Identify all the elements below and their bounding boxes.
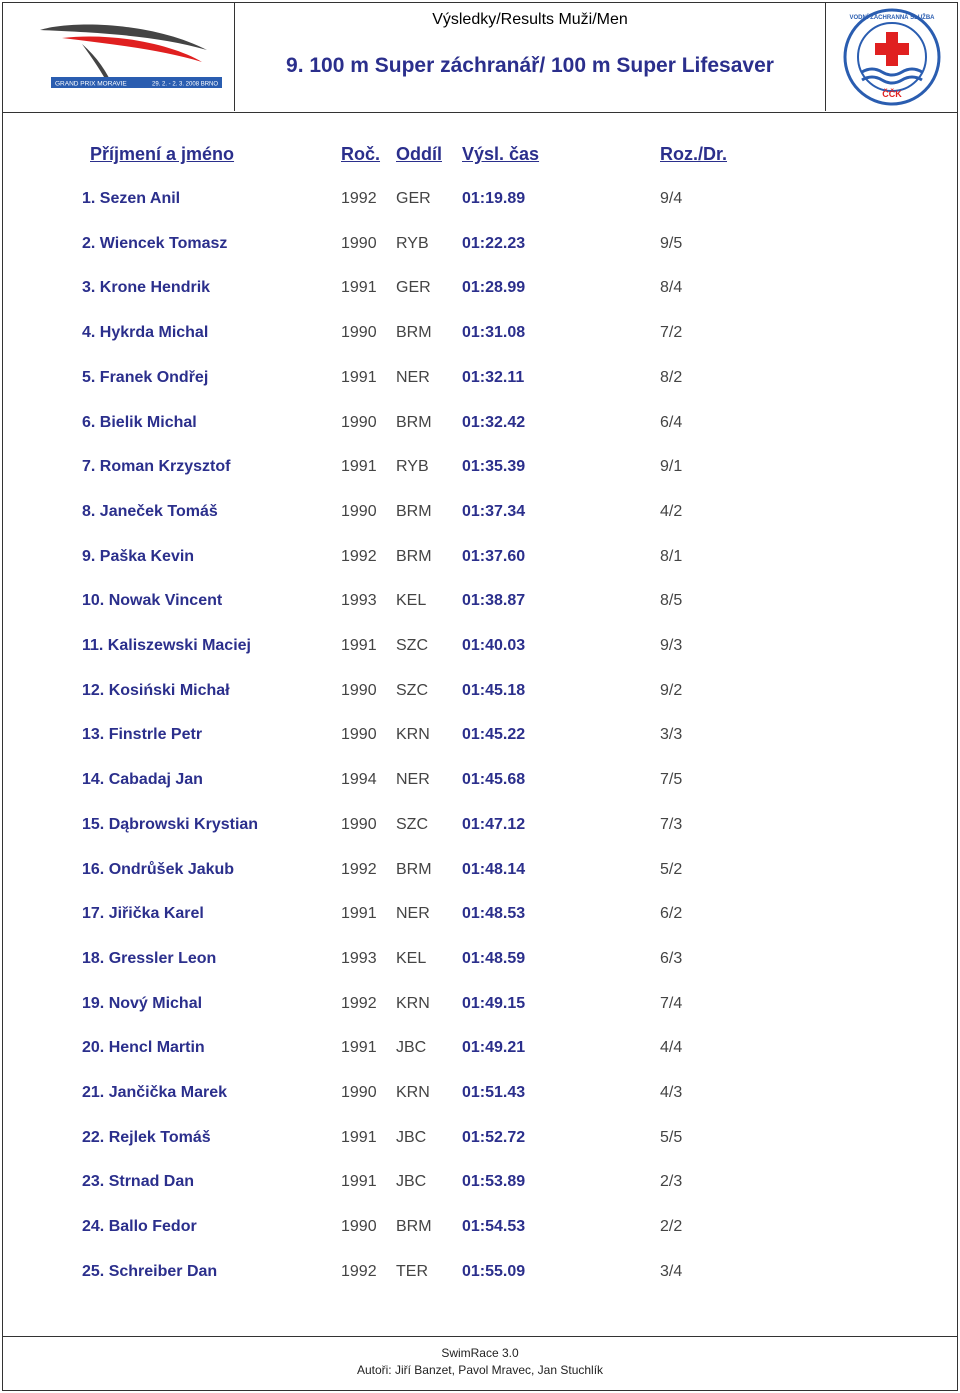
result-heat: 6/3 bbox=[660, 949, 683, 967]
result-heat: 4/4 bbox=[660, 1039, 683, 1057]
footer bbox=[2, 1336, 958, 1391]
table-row bbox=[0, 771, 956, 795]
result-heat: 2/3 bbox=[660, 1173, 683, 1191]
result-time: 01:37.34 bbox=[462, 502, 526, 520]
result-time: 01:51.43 bbox=[462, 1084, 526, 1101]
result-year: 1991 bbox=[341, 458, 377, 476]
result-time: 01:45.22 bbox=[462, 726, 526, 744]
result-time: 01:48.59 bbox=[462, 949, 526, 967]
result-club: JBC bbox=[396, 1128, 427, 1146]
grand-prix-logo bbox=[2, 2, 235, 111]
result-name: 1. Sezen Anil bbox=[82, 190, 181, 207]
result-club: BRM bbox=[396, 413, 432, 431]
header bbox=[2, 2, 958, 113]
table-row bbox=[0, 1039, 956, 1063]
result-year: 1992 bbox=[341, 860, 377, 878]
result-heat: 9/4 bbox=[660, 190, 683, 207]
result-heat: 4/2 bbox=[660, 502, 683, 520]
result-club: BRM bbox=[396, 860, 432, 878]
result-time: 01:22.23 bbox=[462, 234, 526, 252]
result-name: 8. Janeček Tomáš bbox=[82, 502, 218, 520]
result-heat: 9/1 bbox=[660, 458, 683, 476]
water-rescue-logo bbox=[826, 2, 956, 111]
result-time: 01:49.21 bbox=[462, 1039, 526, 1057]
table-row bbox=[0, 637, 956, 661]
result-club: TER bbox=[396, 1262, 428, 1280]
result-heat: 8/2 bbox=[660, 368, 683, 386]
result-club: SZC bbox=[396, 681, 428, 699]
table-row bbox=[0, 861, 956, 885]
result-heat: 5/5 bbox=[660, 1128, 683, 1146]
result-club: BRM bbox=[396, 324, 432, 342]
result-name: 20. Hencl Martin bbox=[82, 1039, 205, 1057]
result-heat: 6/4 bbox=[660, 413, 683, 431]
result-time: 01:45.68 bbox=[462, 771, 526, 789]
event-title: 9. 100 m Super záchranář/ 100 m Super Lifesaver bbox=[286, 54, 774, 77]
result-name: 4. Hykrda Michal bbox=[82, 324, 209, 342]
result-name: 22. Rejlek Tomáš bbox=[82, 1128, 211, 1146]
result-heat: 4/3 bbox=[660, 1084, 683, 1101]
result-year: 1990 bbox=[341, 234, 377, 252]
result-time: 01:54.53 bbox=[462, 1218, 526, 1236]
column-header-year: Roč. bbox=[341, 144, 381, 164]
result-year: 1992 bbox=[341, 547, 377, 565]
result-heat: 7/3 bbox=[660, 815, 683, 833]
result-name: 6. Bielik Michal bbox=[82, 413, 197, 431]
result-club: KRN bbox=[396, 1084, 430, 1101]
result-club: BRM bbox=[396, 502, 432, 520]
result-time: 01:48.53 bbox=[462, 905, 526, 923]
result-heat: 7/5 bbox=[660, 771, 683, 789]
result-time: 01:28.99 bbox=[462, 279, 526, 297]
result-time: 01:53.89 bbox=[462, 1173, 526, 1191]
table-row bbox=[0, 369, 956, 393]
result-time: 01:38.87 bbox=[462, 592, 526, 610]
table-row bbox=[0, 682, 956, 706]
footer-software: SwimRace 3.0 bbox=[441, 1346, 519, 1360]
result-year: 1990 bbox=[341, 815, 377, 833]
result-year: 1990 bbox=[341, 413, 377, 431]
table-row bbox=[0, 1263, 956, 1287]
result-name: 10. Nowak Vincent bbox=[82, 592, 223, 610]
logo-text: GRAND PRIX MORAVIE bbox=[55, 80, 127, 88]
table-row bbox=[0, 503, 956, 527]
column-header-time: Výsl. čas bbox=[462, 144, 540, 164]
result-time: 01:47.12 bbox=[462, 815, 526, 833]
result-time: 01:52.72 bbox=[462, 1128, 526, 1146]
result-name: 14. Cabadaj Jan bbox=[82, 771, 203, 789]
result-year: 1992 bbox=[341, 1262, 377, 1280]
result-club: KEL bbox=[396, 949, 427, 967]
table-row bbox=[0, 1218, 956, 1242]
result-heat: 3/4 bbox=[660, 1262, 683, 1280]
result-time: 01:31.08 bbox=[462, 324, 526, 342]
result-name: 19. Nový Michal bbox=[82, 994, 203, 1012]
result-club: JBC bbox=[396, 1039, 427, 1057]
result-club: SZC bbox=[396, 815, 428, 833]
result-time: 01:19.89 bbox=[462, 190, 526, 207]
table-row bbox=[0, 726, 956, 750]
table-row bbox=[0, 324, 956, 348]
result-year: 1990 bbox=[341, 1218, 377, 1236]
result-heat: 8/5 bbox=[660, 592, 683, 610]
result-name: 5. Franek Ondřej bbox=[82, 368, 209, 386]
logo-dates: 29. 2. - 2. 3. 2008 BRNO bbox=[152, 81, 219, 88]
result-year: 1990 bbox=[341, 324, 377, 342]
result-club: GER bbox=[396, 279, 431, 297]
result-year: 1991 bbox=[341, 637, 377, 654]
result-year: 1993 bbox=[341, 949, 377, 967]
table-row bbox=[0, 592, 956, 616]
result-heat: 9/2 bbox=[660, 681, 683, 699]
results-subtitle: Výsledky/Results Muži/Men bbox=[432, 11, 628, 28]
title-box bbox=[235, 2, 826, 111]
table-row bbox=[0, 279, 956, 303]
result-time: 01:45.18 bbox=[462, 681, 526, 699]
result-year: 1992 bbox=[341, 190, 377, 207]
result-year: 1990 bbox=[341, 502, 377, 520]
result-year: 1990 bbox=[341, 726, 377, 744]
result-club: SZC bbox=[396, 637, 428, 654]
result-heat: 3/3 bbox=[660, 726, 683, 744]
result-name: 15. Dąbrowski Krystian bbox=[82, 815, 259, 833]
result-year: 1991 bbox=[341, 1039, 377, 1057]
emblem-abbr: ČČK bbox=[882, 89, 902, 99]
table-row bbox=[0, 995, 956, 1019]
result-year: 1993 bbox=[341, 592, 377, 610]
result-club: GER bbox=[396, 190, 431, 207]
result-name: 23. Strnad Dan bbox=[82, 1173, 195, 1191]
result-name: 17. Jiřička Karel bbox=[82, 905, 204, 923]
result-club: KRN bbox=[396, 726, 430, 744]
result-heat: 7/2 bbox=[660, 324, 683, 342]
result-name: 3. Krone Hendrik bbox=[82, 279, 211, 297]
result-club: JBC bbox=[396, 1173, 427, 1191]
result-club: NER bbox=[396, 905, 430, 923]
column-header-heat: Roz./Dr. bbox=[660, 144, 728, 164]
result-time: 01:32.11 bbox=[462, 368, 525, 386]
table-row bbox=[0, 950, 956, 974]
table-row bbox=[0, 190, 956, 214]
result-club: NER bbox=[396, 771, 430, 789]
result-time: 01:49.15 bbox=[462, 994, 526, 1012]
result-club: KEL bbox=[396, 592, 427, 610]
grand-prix-logo-graphic bbox=[2, 2, 235, 111]
column-header-name: Příjmení a jméno bbox=[90, 144, 235, 164]
result-year: 1991 bbox=[341, 279, 377, 297]
result-name: 12. Kosiński Michał bbox=[82, 681, 230, 699]
result-name: 7. Roman Krzysztof bbox=[82, 458, 231, 476]
result-heat: 7/4 bbox=[660, 994, 683, 1012]
result-year: 1991 bbox=[341, 905, 377, 923]
result-time: 01:55.09 bbox=[462, 1262, 526, 1280]
table-row bbox=[0, 235, 956, 259]
result-name: 21. Jančička Marek bbox=[82, 1084, 227, 1101]
result-time: 01:37.60 bbox=[462, 547, 526, 565]
result-heat: 9/3 bbox=[660, 637, 683, 654]
result-time: 01:35.39 bbox=[462, 458, 526, 476]
table-row bbox=[0, 905, 956, 929]
result-time: 01:40.03 bbox=[462, 637, 526, 654]
result-heat: 5/2 bbox=[660, 860, 683, 878]
result-club: BRM bbox=[396, 1218, 432, 1236]
result-club: RYB bbox=[396, 458, 429, 476]
result-heat: 2/2 bbox=[660, 1218, 683, 1236]
table-row bbox=[0, 458, 956, 482]
result-year: 1990 bbox=[341, 681, 377, 699]
result-club: RYB bbox=[396, 234, 429, 252]
result-year: 1991 bbox=[341, 1128, 377, 1146]
result-heat: 8/4 bbox=[660, 279, 683, 297]
table-row bbox=[0, 816, 956, 840]
table-row bbox=[0, 1084, 956, 1108]
result-year: 1991 bbox=[341, 368, 377, 386]
result-name: 9. Paška Kevin bbox=[82, 547, 195, 565]
column-header-club: Oddíl bbox=[396, 144, 442, 164]
result-name: 18. Gressler Leon bbox=[82, 949, 217, 967]
result-time: 01:48.14 bbox=[462, 860, 526, 878]
result-heat: 6/2 bbox=[660, 905, 683, 923]
result-year: 1990 bbox=[341, 1084, 377, 1101]
result-name: 16. Ondrůšek Jakub bbox=[82, 860, 235, 878]
result-year: 1994 bbox=[341, 771, 377, 789]
result-name: 25. Schreiber Dan bbox=[82, 1262, 218, 1280]
footer-authors: Autoři: Jiří Banzet, Pavol Mravec, Jan Stuchlík bbox=[356, 1363, 604, 1377]
result-name: 13. Finstrle Petr bbox=[82, 726, 203, 744]
table-row bbox=[0, 1173, 956, 1197]
result-club: NER bbox=[396, 368, 430, 386]
result-year: 1992 bbox=[341, 994, 377, 1012]
result-year: 1991 bbox=[341, 1173, 377, 1191]
result-heat: 8/1 bbox=[660, 547, 683, 565]
result-name: 24. Ballo Fedor bbox=[82, 1218, 197, 1236]
table-row bbox=[0, 1129, 956, 1153]
result-club: BRM bbox=[396, 547, 432, 565]
table-row bbox=[0, 548, 956, 572]
water-rescue-emblem bbox=[826, 2, 956, 111]
result-time: 01:32.42 bbox=[462, 413, 526, 431]
result-heat: 9/5 bbox=[660, 234, 683, 252]
result-club: KRN bbox=[396, 994, 430, 1012]
table-row bbox=[0, 414, 956, 438]
emblem-text: VODNÍ ZÁCHRANNÁ SLUŽBA bbox=[849, 15, 935, 21]
result-name: 2. Wiencek Tomasz bbox=[82, 234, 228, 252]
result-name: 11. Kaliszewski Maciej bbox=[82, 637, 251, 654]
